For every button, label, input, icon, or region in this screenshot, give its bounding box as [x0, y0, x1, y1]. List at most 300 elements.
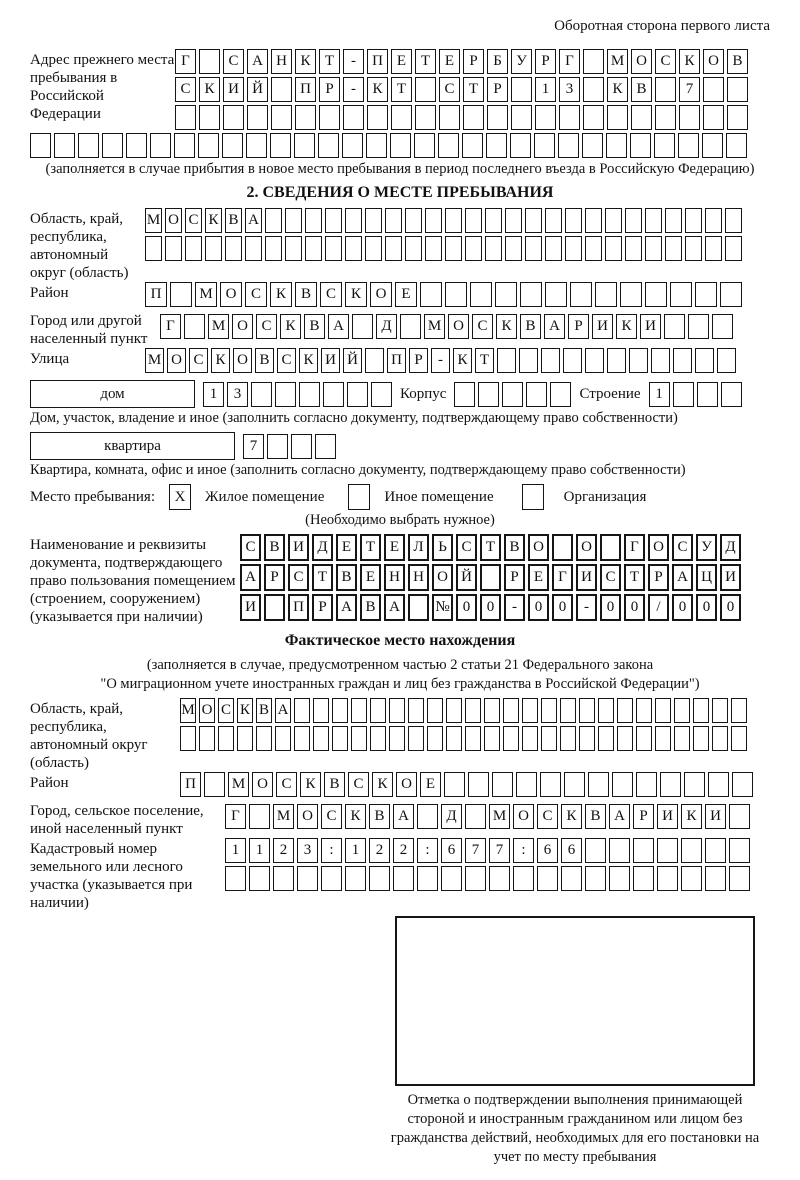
char-cell[interactable] — [408, 726, 424, 751]
char-cell[interactable] — [579, 726, 595, 751]
char-cell[interactable] — [657, 838, 678, 863]
char-cell[interactable] — [366, 133, 387, 158]
char-cell[interactable] — [408, 698, 424, 723]
char-cell[interactable] — [484, 698, 500, 723]
char-cell[interactable]: С — [240, 534, 261, 561]
char-cell[interactable] — [585, 236, 602, 261]
char-cell[interactable]: Т — [360, 534, 381, 561]
char-cell[interactable]: Т — [312, 564, 333, 591]
char-cell[interactable]: К — [453, 348, 472, 373]
char-cell[interactable] — [347, 382, 368, 407]
char-cell[interactable]: 0 — [672, 594, 693, 621]
char-cell[interactable]: Г — [559, 49, 580, 74]
char-cell[interactable]: О — [432, 564, 453, 591]
char-cell[interactable] — [720, 282, 742, 307]
char-cell[interactable] — [645, 282, 667, 307]
char-cell[interactable] — [315, 434, 336, 459]
char-cell[interactable] — [365, 348, 384, 373]
char-cell[interactable] — [305, 236, 322, 261]
char-cell[interactable]: П — [295, 77, 316, 102]
char-cell[interactable] — [305, 208, 322, 233]
char-cell[interactable]: Й — [247, 77, 268, 102]
char-cell[interactable] — [342, 133, 363, 158]
char-cell[interactable] — [145, 236, 162, 261]
char-cell[interactable] — [565, 236, 582, 261]
char-cell[interactable] — [389, 698, 405, 723]
char-cell[interactable]: : — [513, 838, 534, 863]
char-cell[interactable] — [175, 105, 196, 130]
char-cell[interactable] — [688, 314, 709, 339]
char-cell[interactable]: - — [504, 594, 525, 621]
char-cell[interactable]: 1 — [345, 838, 366, 863]
char-cell[interactable] — [630, 133, 651, 158]
char-cell[interactable] — [535, 105, 556, 130]
char-cell[interactable] — [731, 726, 747, 751]
char-cell[interactable] — [693, 698, 709, 723]
checkbox-organizatsiya[interactable] — [522, 484, 544, 510]
char-cell[interactable]: Г — [624, 534, 645, 561]
char-cell[interactable]: М — [145, 208, 162, 233]
char-cell[interactable]: И — [657, 804, 678, 829]
char-cell[interactable] — [560, 698, 576, 723]
char-cell[interactable] — [540, 772, 561, 797]
char-cell[interactable] — [285, 236, 302, 261]
char-cell[interactable] — [225, 236, 242, 261]
char-cell[interactable] — [405, 208, 422, 233]
char-cell[interactable]: Й — [456, 564, 477, 591]
char-cell[interactable]: Е — [336, 534, 357, 561]
char-cell[interactable] — [654, 133, 675, 158]
char-cell[interactable] — [636, 698, 652, 723]
char-cell[interactable]: Р — [312, 594, 333, 621]
char-cell[interactable]: Д — [720, 534, 741, 561]
char-cell[interactable]: Д — [312, 534, 333, 561]
char-cell[interactable] — [511, 77, 532, 102]
char-cell[interactable] — [712, 698, 728, 723]
char-cell[interactable]: И — [288, 534, 309, 561]
char-cell[interactable] — [389, 726, 405, 751]
char-cell[interactable] — [465, 236, 482, 261]
char-cell[interactable]: С — [175, 77, 196, 102]
char-cell[interactable] — [225, 866, 246, 891]
char-cell[interactable]: С — [277, 348, 296, 373]
char-cell[interactable] — [560, 726, 576, 751]
char-cell[interactable] — [468, 772, 489, 797]
char-cell[interactable]: В — [369, 804, 390, 829]
checkbox-inoe[interactable] — [348, 484, 370, 510]
char-cell[interactable]: Р — [633, 804, 654, 829]
char-cell[interactable]: А — [544, 314, 565, 339]
char-cell[interactable] — [345, 866, 366, 891]
char-cell[interactable] — [550, 382, 571, 407]
char-cell[interactable] — [275, 726, 291, 751]
char-cell[interactable]: 7 — [243, 434, 264, 459]
char-cell[interactable]: В — [256, 698, 272, 723]
char-cell[interactable] — [693, 726, 709, 751]
char-cell[interactable]: Р — [264, 564, 285, 591]
char-cell[interactable] — [505, 208, 522, 233]
char-cell[interactable] — [679, 105, 700, 130]
char-cell[interactable] — [717, 348, 736, 373]
char-cell[interactable]: К — [561, 804, 582, 829]
char-cell[interactable] — [445, 236, 462, 261]
char-cell[interactable] — [390, 133, 411, 158]
char-cell[interactable] — [541, 726, 557, 751]
char-cell[interactable]: А — [328, 314, 349, 339]
char-cell[interactable]: В — [264, 534, 285, 561]
char-cell[interactable]: Т — [480, 534, 501, 561]
char-cell[interactable]: О — [576, 534, 597, 561]
char-cell[interactable] — [218, 726, 234, 751]
char-cell[interactable] — [583, 49, 604, 74]
char-cell[interactable]: К — [345, 282, 367, 307]
char-cell[interactable]: М — [228, 772, 249, 797]
char-cell[interactable] — [486, 133, 507, 158]
char-cell[interactable] — [705, 236, 722, 261]
char-cell[interactable]: С — [245, 282, 267, 307]
char-cell[interactable]: Д — [376, 314, 397, 339]
char-cell[interactable]: 1 — [649, 382, 670, 407]
char-cell[interactable] — [609, 838, 630, 863]
char-cell[interactable]: Р — [568, 314, 589, 339]
char-cell[interactable] — [595, 282, 617, 307]
char-cell[interactable] — [583, 77, 604, 102]
char-cell[interactable]: С — [456, 534, 477, 561]
char-cell[interactable]: С — [320, 282, 342, 307]
char-cell[interactable] — [712, 314, 733, 339]
char-cell[interactable] — [223, 105, 244, 130]
char-cell[interactable] — [199, 49, 220, 74]
char-cell[interactable] — [585, 348, 604, 373]
char-cell[interactable] — [454, 382, 475, 407]
char-cell[interactable]: 1 — [535, 77, 556, 102]
char-cell[interactable] — [655, 698, 671, 723]
char-cell[interactable]: 1 — [225, 838, 246, 863]
char-cell[interactable] — [697, 382, 718, 407]
char-cell[interactable]: Л — [408, 534, 429, 561]
char-cell[interactable] — [369, 866, 390, 891]
char-cell[interactable] — [657, 866, 678, 891]
char-cell[interactable]: 0 — [720, 594, 741, 621]
char-cell[interactable] — [237, 726, 253, 751]
char-cell[interactable] — [513, 866, 534, 891]
char-cell[interactable] — [674, 698, 690, 723]
char-cell[interactable]: К — [496, 314, 517, 339]
char-cell[interactable] — [670, 282, 692, 307]
char-cell[interactable] — [727, 77, 748, 102]
char-cell[interactable] — [446, 726, 462, 751]
char-cell[interactable]: 6 — [561, 838, 582, 863]
char-cell[interactable]: У — [511, 49, 532, 74]
char-cell[interactable] — [605, 208, 622, 233]
char-cell[interactable] — [705, 838, 726, 863]
char-cell[interactable] — [655, 77, 676, 102]
char-cell[interactable]: К — [280, 314, 301, 339]
char-cell[interactable]: Т — [624, 564, 645, 591]
char-cell[interactable] — [415, 105, 436, 130]
char-cell[interactable]: В — [255, 348, 274, 373]
char-cell[interactable]: Р — [487, 77, 508, 102]
char-cell[interactable]: С — [672, 534, 693, 561]
char-cell[interactable]: В — [304, 314, 325, 339]
char-cell[interactable]: 0 — [528, 594, 549, 621]
char-cell[interactable]: В — [504, 534, 525, 561]
char-cell[interactable] — [485, 236, 502, 261]
char-cell[interactable] — [625, 236, 642, 261]
char-cell[interactable]: О — [448, 314, 469, 339]
char-cell[interactable]: К — [300, 772, 321, 797]
char-cell[interactable] — [332, 698, 348, 723]
char-cell[interactable] — [265, 208, 282, 233]
char-cell[interactable] — [465, 726, 481, 751]
char-cell[interactable] — [204, 772, 225, 797]
char-cell[interactable] — [585, 208, 602, 233]
char-cell[interactable]: Д — [441, 804, 462, 829]
char-cell[interactable]: - — [343, 77, 364, 102]
char-cell[interactable]: С — [655, 49, 676, 74]
char-cell[interactable]: 1 — [249, 838, 270, 863]
char-cell[interactable] — [318, 133, 339, 158]
char-cell[interactable] — [503, 698, 519, 723]
char-cell[interactable] — [463, 105, 484, 130]
char-cell[interactable] — [365, 236, 382, 261]
char-cell[interactable] — [541, 348, 560, 373]
char-cell[interactable] — [564, 772, 585, 797]
char-cell[interactable] — [273, 866, 294, 891]
char-cell[interactable] — [726, 133, 747, 158]
char-cell[interactable] — [732, 772, 753, 797]
char-cell[interactable]: И — [720, 564, 741, 591]
char-cell[interactable] — [465, 866, 486, 891]
char-cell[interactable] — [541, 698, 557, 723]
char-cell[interactable] — [313, 726, 329, 751]
char-cell[interactable] — [633, 866, 654, 891]
char-cell[interactable]: С — [348, 772, 369, 797]
char-cell[interactable]: Ц — [696, 564, 717, 591]
char-cell[interactable] — [651, 348, 670, 373]
char-cell[interactable] — [470, 282, 492, 307]
char-cell[interactable] — [552, 534, 573, 561]
char-cell[interactable] — [727, 105, 748, 130]
char-cell[interactable] — [465, 804, 486, 829]
char-cell[interactable] — [425, 208, 442, 233]
char-cell[interactable]: И — [321, 348, 340, 373]
char-cell[interactable]: А — [672, 564, 693, 591]
char-cell[interactable] — [695, 282, 717, 307]
char-cell[interactable] — [492, 772, 513, 797]
char-cell[interactable]: Е — [395, 282, 417, 307]
char-cell[interactable] — [54, 133, 75, 158]
char-cell[interactable] — [417, 804, 438, 829]
char-cell[interactable]: Т — [415, 49, 436, 74]
char-cell[interactable]: 3 — [559, 77, 580, 102]
char-cell[interactable]: / — [648, 594, 669, 621]
char-cell[interactable]: 1 — [203, 382, 224, 407]
char-cell[interactable]: № — [432, 594, 453, 621]
char-cell[interactable] — [505, 236, 522, 261]
char-cell[interactable] — [446, 698, 462, 723]
char-cell[interactable]: П — [180, 772, 201, 797]
char-cell[interactable]: В — [295, 282, 317, 307]
char-cell[interactable]: К — [681, 804, 702, 829]
char-cell[interactable] — [246, 133, 267, 158]
char-cell[interactable] — [165, 236, 182, 261]
char-cell[interactable] — [729, 866, 750, 891]
char-cell[interactable] — [484, 726, 500, 751]
char-cell[interactable]: С — [218, 698, 234, 723]
char-cell[interactable] — [681, 866, 702, 891]
char-cell[interactable]: О — [513, 804, 534, 829]
char-cell[interactable]: И — [592, 314, 613, 339]
char-cell[interactable]: Р — [535, 49, 556, 74]
char-cell[interactable] — [617, 698, 633, 723]
char-cell[interactable] — [385, 236, 402, 261]
char-cell[interactable]: Е — [360, 564, 381, 591]
char-cell[interactable] — [343, 105, 364, 130]
char-cell[interactable]: Т — [475, 348, 494, 373]
char-cell[interactable] — [731, 698, 747, 723]
char-cell[interactable] — [405, 236, 422, 261]
char-cell[interactable]: А — [240, 564, 261, 591]
char-cell[interactable] — [427, 726, 443, 751]
char-cell[interactable]: П — [288, 594, 309, 621]
char-cell[interactable]: И — [640, 314, 661, 339]
char-cell[interactable] — [545, 236, 562, 261]
char-cell[interactable]: К — [205, 208, 222, 233]
char-cell[interactable] — [393, 866, 414, 891]
char-cell[interactable] — [222, 133, 243, 158]
char-cell[interactable]: О — [233, 348, 252, 373]
char-cell[interactable] — [629, 348, 648, 373]
char-cell[interactable] — [391, 105, 412, 130]
char-cell[interactable] — [681, 838, 702, 863]
char-cell[interactable] — [583, 105, 604, 130]
char-cell[interactable]: М — [195, 282, 217, 307]
char-cell[interactable]: 2 — [369, 838, 390, 863]
char-cell[interactable] — [465, 208, 482, 233]
char-cell[interactable]: А — [336, 594, 357, 621]
char-cell[interactable]: Н — [408, 564, 429, 591]
char-cell[interactable] — [685, 208, 702, 233]
char-cell[interactable] — [520, 282, 542, 307]
char-cell[interactable] — [725, 208, 742, 233]
char-cell[interactable] — [198, 133, 219, 158]
char-cell[interactable]: О — [199, 698, 215, 723]
char-cell[interactable]: В — [360, 594, 381, 621]
char-cell[interactable] — [462, 133, 483, 158]
char-cell[interactable] — [285, 208, 302, 233]
char-cell[interactable]: В — [324, 772, 345, 797]
char-cell[interactable]: 0 — [624, 594, 645, 621]
char-cell[interactable]: 0 — [552, 594, 573, 621]
char-cell[interactable] — [417, 866, 438, 891]
char-cell[interactable]: 2 — [273, 838, 294, 863]
char-cell[interactable]: 6 — [537, 838, 558, 863]
char-cell[interactable] — [612, 772, 633, 797]
char-cell[interactable] — [645, 236, 662, 261]
char-cell[interactable] — [702, 133, 723, 158]
char-cell[interactable] — [365, 208, 382, 233]
char-cell[interactable] — [30, 133, 51, 158]
char-cell[interactable]: С — [321, 804, 342, 829]
char-cell[interactable]: Е — [384, 534, 405, 561]
char-cell[interactable]: Е — [391, 49, 412, 74]
char-cell[interactable]: В — [585, 804, 606, 829]
char-cell[interactable] — [502, 382, 523, 407]
char-cell[interactable] — [323, 382, 344, 407]
char-cell[interactable] — [345, 208, 362, 233]
char-cell[interactable]: В — [727, 49, 748, 74]
char-cell[interactable] — [351, 698, 367, 723]
char-cell[interactable] — [321, 866, 342, 891]
char-cell[interactable] — [655, 726, 671, 751]
char-cell[interactable]: М — [145, 348, 164, 373]
char-cell[interactable]: Б — [487, 49, 508, 74]
char-cell[interactable] — [174, 133, 195, 158]
char-cell[interactable] — [414, 133, 435, 158]
char-cell[interactable]: 7 — [489, 838, 510, 863]
char-cell[interactable]: О — [528, 534, 549, 561]
char-cell[interactable]: Е — [528, 564, 549, 591]
char-cell[interactable]: А — [393, 804, 414, 829]
char-cell[interactable] — [256, 726, 272, 751]
char-cell[interactable] — [444, 772, 465, 797]
char-cell[interactable]: 2 — [393, 838, 414, 863]
char-cell[interactable] — [487, 105, 508, 130]
char-cell[interactable]: О — [396, 772, 417, 797]
char-cell[interactable]: У — [696, 534, 717, 561]
char-cell[interactable]: М — [208, 314, 229, 339]
char-cell[interactable]: С — [189, 348, 208, 373]
char-cell[interactable]: Г — [225, 804, 246, 829]
char-cell[interactable] — [371, 382, 392, 407]
char-cell[interactable] — [400, 314, 421, 339]
char-cell[interactable]: К — [237, 698, 253, 723]
char-cell[interactable] — [319, 105, 340, 130]
char-cell[interactable] — [325, 208, 342, 233]
char-cell[interactable] — [495, 282, 517, 307]
char-cell[interactable] — [370, 726, 386, 751]
char-cell[interactable] — [478, 382, 499, 407]
char-cell[interactable]: Н — [384, 564, 405, 591]
char-cell[interactable]: 7 — [465, 838, 486, 863]
char-cell[interactable] — [385, 208, 402, 233]
char-cell[interactable] — [545, 282, 567, 307]
char-cell[interactable]: Т — [463, 77, 484, 102]
char-cell[interactable] — [519, 348, 538, 373]
char-cell[interactable] — [185, 236, 202, 261]
char-cell[interactable] — [297, 866, 318, 891]
char-cell[interactable]: Р — [648, 564, 669, 591]
char-cell[interactable] — [441, 866, 462, 891]
char-cell[interactable] — [725, 236, 742, 261]
char-cell[interactable]: С — [472, 314, 493, 339]
char-cell[interactable] — [705, 866, 726, 891]
char-cell[interactable] — [332, 726, 348, 751]
char-cell[interactable] — [631, 105, 652, 130]
char-cell[interactable] — [605, 236, 622, 261]
char-cell[interactable]: С — [288, 564, 309, 591]
char-cell[interactable]: 0 — [600, 594, 621, 621]
char-cell[interactable] — [415, 77, 436, 102]
char-cell[interactable]: А — [609, 804, 630, 829]
char-cell[interactable] — [205, 236, 222, 261]
char-cell[interactable] — [525, 236, 542, 261]
char-cell[interactable] — [582, 133, 603, 158]
char-cell[interactable]: М — [607, 49, 628, 74]
char-cell[interactable]: Ь — [432, 534, 453, 561]
char-cell[interactable] — [480, 564, 501, 591]
